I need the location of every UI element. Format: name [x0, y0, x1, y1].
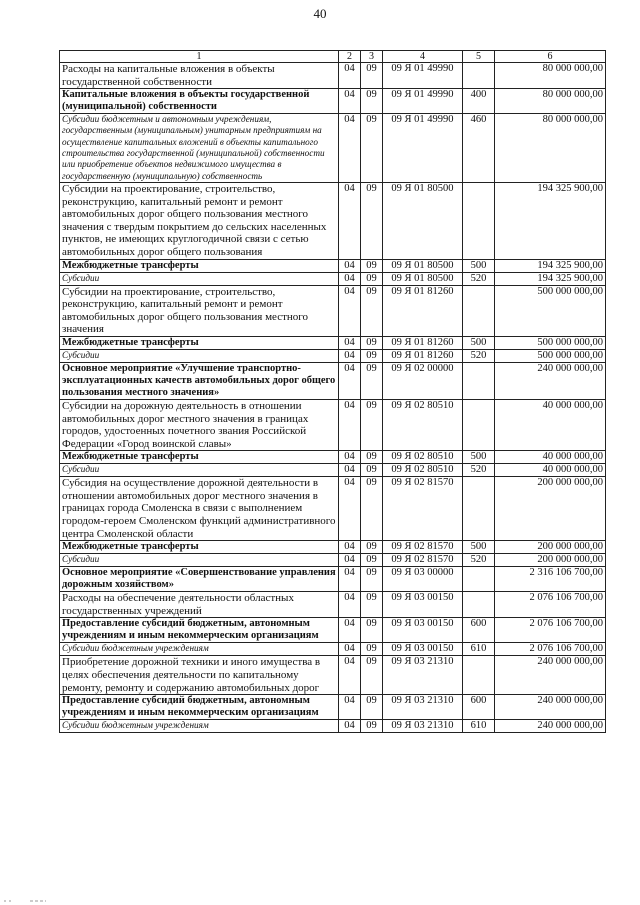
row-expense-type: 520 — [463, 554, 495, 567]
row-amount: 80 000 000,00 — [495, 63, 606, 89]
row-name: Межбюджетные трансферты — [60, 451, 339, 464]
row-target-code: 09 Я 03 00150 — [383, 643, 463, 656]
row-section: 04 — [339, 399, 361, 450]
row-amount: 80 000 000,00 — [495, 114, 606, 183]
row-target-code: 09 Я 03 00000 — [383, 567, 463, 592]
row-amount: 40 000 000,00 — [495, 399, 606, 450]
row-subsection: 09 — [361, 182, 383, 259]
row-expense-type — [463, 362, 495, 399]
row-expense-type: 400 — [463, 89, 495, 114]
table-row — [60, 656, 606, 695]
header-col-target-code: 4 — [383, 51, 463, 63]
row-expense-type — [463, 63, 495, 89]
row-amount: 500 000 000,00 — [495, 349, 606, 362]
header-col-name: 1 — [60, 51, 339, 63]
row-section: 04 — [339, 451, 361, 464]
row-section: 04 — [339, 349, 361, 362]
row-amount: 2 076 106 700,00 — [495, 618, 606, 643]
header-col-section: 2 — [339, 51, 361, 63]
row-target-code: 09 Я 02 00000 — [383, 362, 463, 399]
row-expense-type — [463, 399, 495, 450]
row-amount: 240 000 000,00 — [495, 695, 606, 720]
row-subsection: 09 — [361, 451, 383, 464]
row-expense-type: 610 — [463, 720, 495, 733]
row-section: 04 — [339, 63, 361, 89]
row-subsection: 09 — [361, 554, 383, 567]
row-expense-type — [463, 182, 495, 259]
row-expense-type: 520 — [463, 272, 495, 285]
row-section: 04 — [339, 592, 361, 618]
header-col-amount: 6 — [495, 51, 606, 63]
row-amount: 80 000 000,00 — [495, 89, 606, 114]
row-subsection: 09 — [361, 695, 383, 720]
row-name: Субсидии на проектирование, строительство, реконструкцию, капитальный ремонт и ремонт автомобильных дорог общего пользования местного значения — [60, 285, 339, 336]
row-name: Расходы на обеспечение деятельности областных государственных учреждений — [60, 592, 339, 618]
table-row — [60, 643, 606, 656]
row-amount: 500 000 000,00 — [495, 336, 606, 349]
row-name: Субсидии на дорожную деятельность в отношении автомобильных дорог местного значения в границах городов, удостоенных почетного звания Российской Федерации «Город воинской славы» — [60, 399, 339, 450]
row-target-code: 09 Я 02 80510 — [383, 464, 463, 477]
row-section: 04 — [339, 643, 361, 656]
budget-table — [59, 50, 606, 733]
row-amount: 194 325 900,00 — [495, 272, 606, 285]
row-expense-type: 500 — [463, 259, 495, 272]
row-name: Субсидии — [60, 464, 339, 477]
row-target-code: 09 Я 01 81260 — [383, 285, 463, 336]
row-section: 04 — [339, 285, 361, 336]
row-amount: 240 000 000,00 — [495, 720, 606, 733]
row-target-code: 09 Я 01 81260 — [383, 349, 463, 362]
row-target-code: 09 Я 02 80510 — [383, 451, 463, 464]
row-target-code: 09 Я 01 80500 — [383, 182, 463, 259]
header-col-subsection: 3 — [361, 51, 383, 63]
row-target-code: 09 Я 03 21310 — [383, 695, 463, 720]
row-subsection: 09 — [361, 89, 383, 114]
row-section: 04 — [339, 656, 361, 695]
row-section: 04 — [339, 362, 361, 399]
table-row — [60, 464, 606, 477]
table-row — [60, 259, 606, 272]
row-subsection: 09 — [361, 349, 383, 362]
row-subsection: 09 — [361, 285, 383, 336]
row-subsection: 09 — [361, 541, 383, 554]
row-section: 04 — [339, 182, 361, 259]
row-target-code: 09 Я 03 21310 — [383, 656, 463, 695]
row-section: 04 — [339, 567, 361, 592]
table-row — [60, 451, 606, 464]
row-expense-type — [463, 592, 495, 618]
table-row — [60, 541, 606, 554]
row-target-code: 09 Я 01 81260 — [383, 336, 463, 349]
row-name: Субсидия на осуществление дорожной деятельности в отношении автомобильных дорог местного значения в границах города Смоленска в связи с выполнением городом-героем Смоленском функций административного центра Смоленской области — [60, 477, 339, 541]
row-section: 04 — [339, 336, 361, 349]
row-section: 04 — [339, 464, 361, 477]
table-row — [60, 567, 606, 592]
table-row — [60, 695, 606, 720]
row-section: 04 — [339, 695, 361, 720]
table-row — [60, 336, 606, 349]
table-row — [60, 89, 606, 114]
row-target-code: 09 Я 02 81570 — [383, 554, 463, 567]
table-row — [60, 114, 606, 183]
row-section: 04 — [339, 477, 361, 541]
row-expense-type: 500 — [463, 541, 495, 554]
row-expense-type: 600 — [463, 618, 495, 643]
table-row — [60, 63, 606, 89]
row-target-code: 09 Я 03 00150 — [383, 618, 463, 643]
table-row — [60, 618, 606, 643]
row-subsection: 09 — [361, 567, 383, 592]
row-subsection: 09 — [361, 63, 383, 89]
row-subsection: 09 — [361, 643, 383, 656]
row-name: Основное мероприятие «Улучшение транспортно-эксплуатационных качеств автомобильных дорог общего пользования местного значения» — [60, 362, 339, 399]
row-section: 04 — [339, 720, 361, 733]
table-row — [60, 399, 606, 450]
table-row — [60, 477, 606, 541]
row-subsection: 09 — [361, 720, 383, 733]
row-target-code: 09 Я 01 49990 — [383, 89, 463, 114]
row-subsection: 09 — [361, 362, 383, 399]
row-target-code: 09 Я 01 80500 — [383, 259, 463, 272]
row-target-code: 09 Я 02 81570 — [383, 541, 463, 554]
row-target-code: 09 Я 02 80510 — [383, 399, 463, 450]
row-subsection: 09 — [361, 592, 383, 618]
row-name: Субсидии бюджетным и автономным учреждениям, государственным (муниципальным) унитарным предприятиям на осуществление капитальных вложений в объекты капитального строительства государственной (муниципальной) собственности или приобретение объектов недвижимого имущества в государственную (муниципальную) собственность — [60, 114, 339, 183]
row-section: 04 — [339, 89, 361, 114]
row-subsection: 09 — [361, 477, 383, 541]
row-name: Субсидии на проектирование, строительство, реконструкцию, капитальный ремонт и ремонт автомобильных дорог общего пользования местного значения с твердым покрытием до сельских населенных пунктов, не имеющих круглогодичной связи с сетью автомобильных дорог общего пользования — [60, 182, 339, 259]
row-target-code: 09 Я 03 21310 — [383, 720, 463, 733]
row-name: Субсидии — [60, 554, 339, 567]
row-name: Предоставление субсидий бюджетным, автономным учреждениям и иным некоммерческим организациям — [60, 695, 339, 720]
row-amount: 200 000 000,00 — [495, 477, 606, 541]
row-name: Межбюджетные трансферты — [60, 336, 339, 349]
row-amount: 200 000 000,00 — [495, 554, 606, 567]
row-expense-type — [463, 477, 495, 541]
row-subsection: 09 — [361, 618, 383, 643]
row-expense-type — [463, 567, 495, 592]
row-section: 04 — [339, 541, 361, 554]
row-expense-type: 460 — [463, 114, 495, 183]
row-target-code: 09 Я 01 49990 — [383, 114, 463, 183]
row-name: Предоставление субсидий бюджетным, автономным учреждениям и иным некоммерческим организациям — [60, 618, 339, 643]
table-row — [60, 182, 606, 259]
row-expense-type: 610 — [463, 643, 495, 656]
row-name: Субсидии бюджетным учреждениям — [60, 643, 339, 656]
row-expense-type: 600 — [463, 695, 495, 720]
table-row — [60, 592, 606, 618]
row-target-code: 09 Я 01 80500 — [383, 272, 463, 285]
row-section: 04 — [339, 272, 361, 285]
row-subsection: 09 — [361, 114, 383, 183]
row-section: 04 — [339, 618, 361, 643]
table-row — [60, 349, 606, 362]
row-target-code: 09 Я 03 00150 — [383, 592, 463, 618]
row-subsection: 09 — [361, 399, 383, 450]
row-name: Приобретение дорожной техники и иного имущества в целях обеспечения деятельности по капитальному ремонту, ремонту и содержанию автомобильных дорог — [60, 656, 339, 695]
header-col-expense-type: 5 — [463, 51, 495, 63]
row-amount: 200 000 000,00 — [495, 541, 606, 554]
table-row — [60, 285, 606, 336]
row-subsection: 09 — [361, 656, 383, 695]
row-section: 04 — [339, 554, 361, 567]
row-name: Субсидии — [60, 272, 339, 285]
row-target-code: 09 Я 02 81570 — [383, 477, 463, 541]
row-expense-type — [463, 656, 495, 695]
row-section: 04 — [339, 114, 361, 183]
table-row — [60, 554, 606, 567]
table-row — [60, 272, 606, 285]
row-amount: 194 325 900,00 — [495, 182, 606, 259]
row-amount: 194 325 900,00 — [495, 259, 606, 272]
row-amount: 500 000 000,00 — [495, 285, 606, 336]
row-target-code: 09 Я 01 49990 — [383, 63, 463, 89]
row-amount: 40 000 000,00 — [495, 451, 606, 464]
row-amount: 2 316 106 700,00 — [495, 567, 606, 592]
row-name: Субсидии — [60, 349, 339, 362]
table-row — [60, 362, 606, 399]
scan-edge-marks — [0, 893, 90, 905]
row-name: Расходы на капитальные вложения в объекты государственной собственности — [60, 63, 339, 89]
row-subsection: 09 — [361, 272, 383, 285]
row-amount: 240 000 000,00 — [495, 362, 606, 399]
row-subsection: 09 — [361, 259, 383, 272]
row-amount: 2 076 106 700,00 — [495, 643, 606, 656]
row-amount: 240 000 000,00 — [495, 656, 606, 695]
row-subsection: 09 — [361, 336, 383, 349]
row-name: Межбюджетные трансферты — [60, 541, 339, 554]
row-name: Субсидии бюджетным учреждениям — [60, 720, 339, 733]
row-name: Межбюджетные трансферты — [60, 259, 339, 272]
row-subsection: 09 — [361, 464, 383, 477]
row-section: 04 — [339, 259, 361, 272]
table-row — [60, 720, 606, 733]
page-number: 40 — [313, 6, 327, 21]
row-amount: 2 076 106 700,00 — [495, 592, 606, 618]
row-name: Основное мероприятие «Совершенствование управления дорожным хозяйством» — [60, 567, 339, 592]
row-expense-type: 500 — [463, 336, 495, 349]
table-header-row — [60, 51, 606, 63]
row-name: Капитальные вложения в объекты государственной (муниципальной) собственности — [60, 89, 339, 114]
row-expense-type: 520 — [463, 464, 495, 477]
row-amount: 40 000 000,00 — [495, 464, 606, 477]
row-expense-type: 520 — [463, 349, 495, 362]
row-expense-type: 500 — [463, 451, 495, 464]
row-expense-type — [463, 285, 495, 336]
